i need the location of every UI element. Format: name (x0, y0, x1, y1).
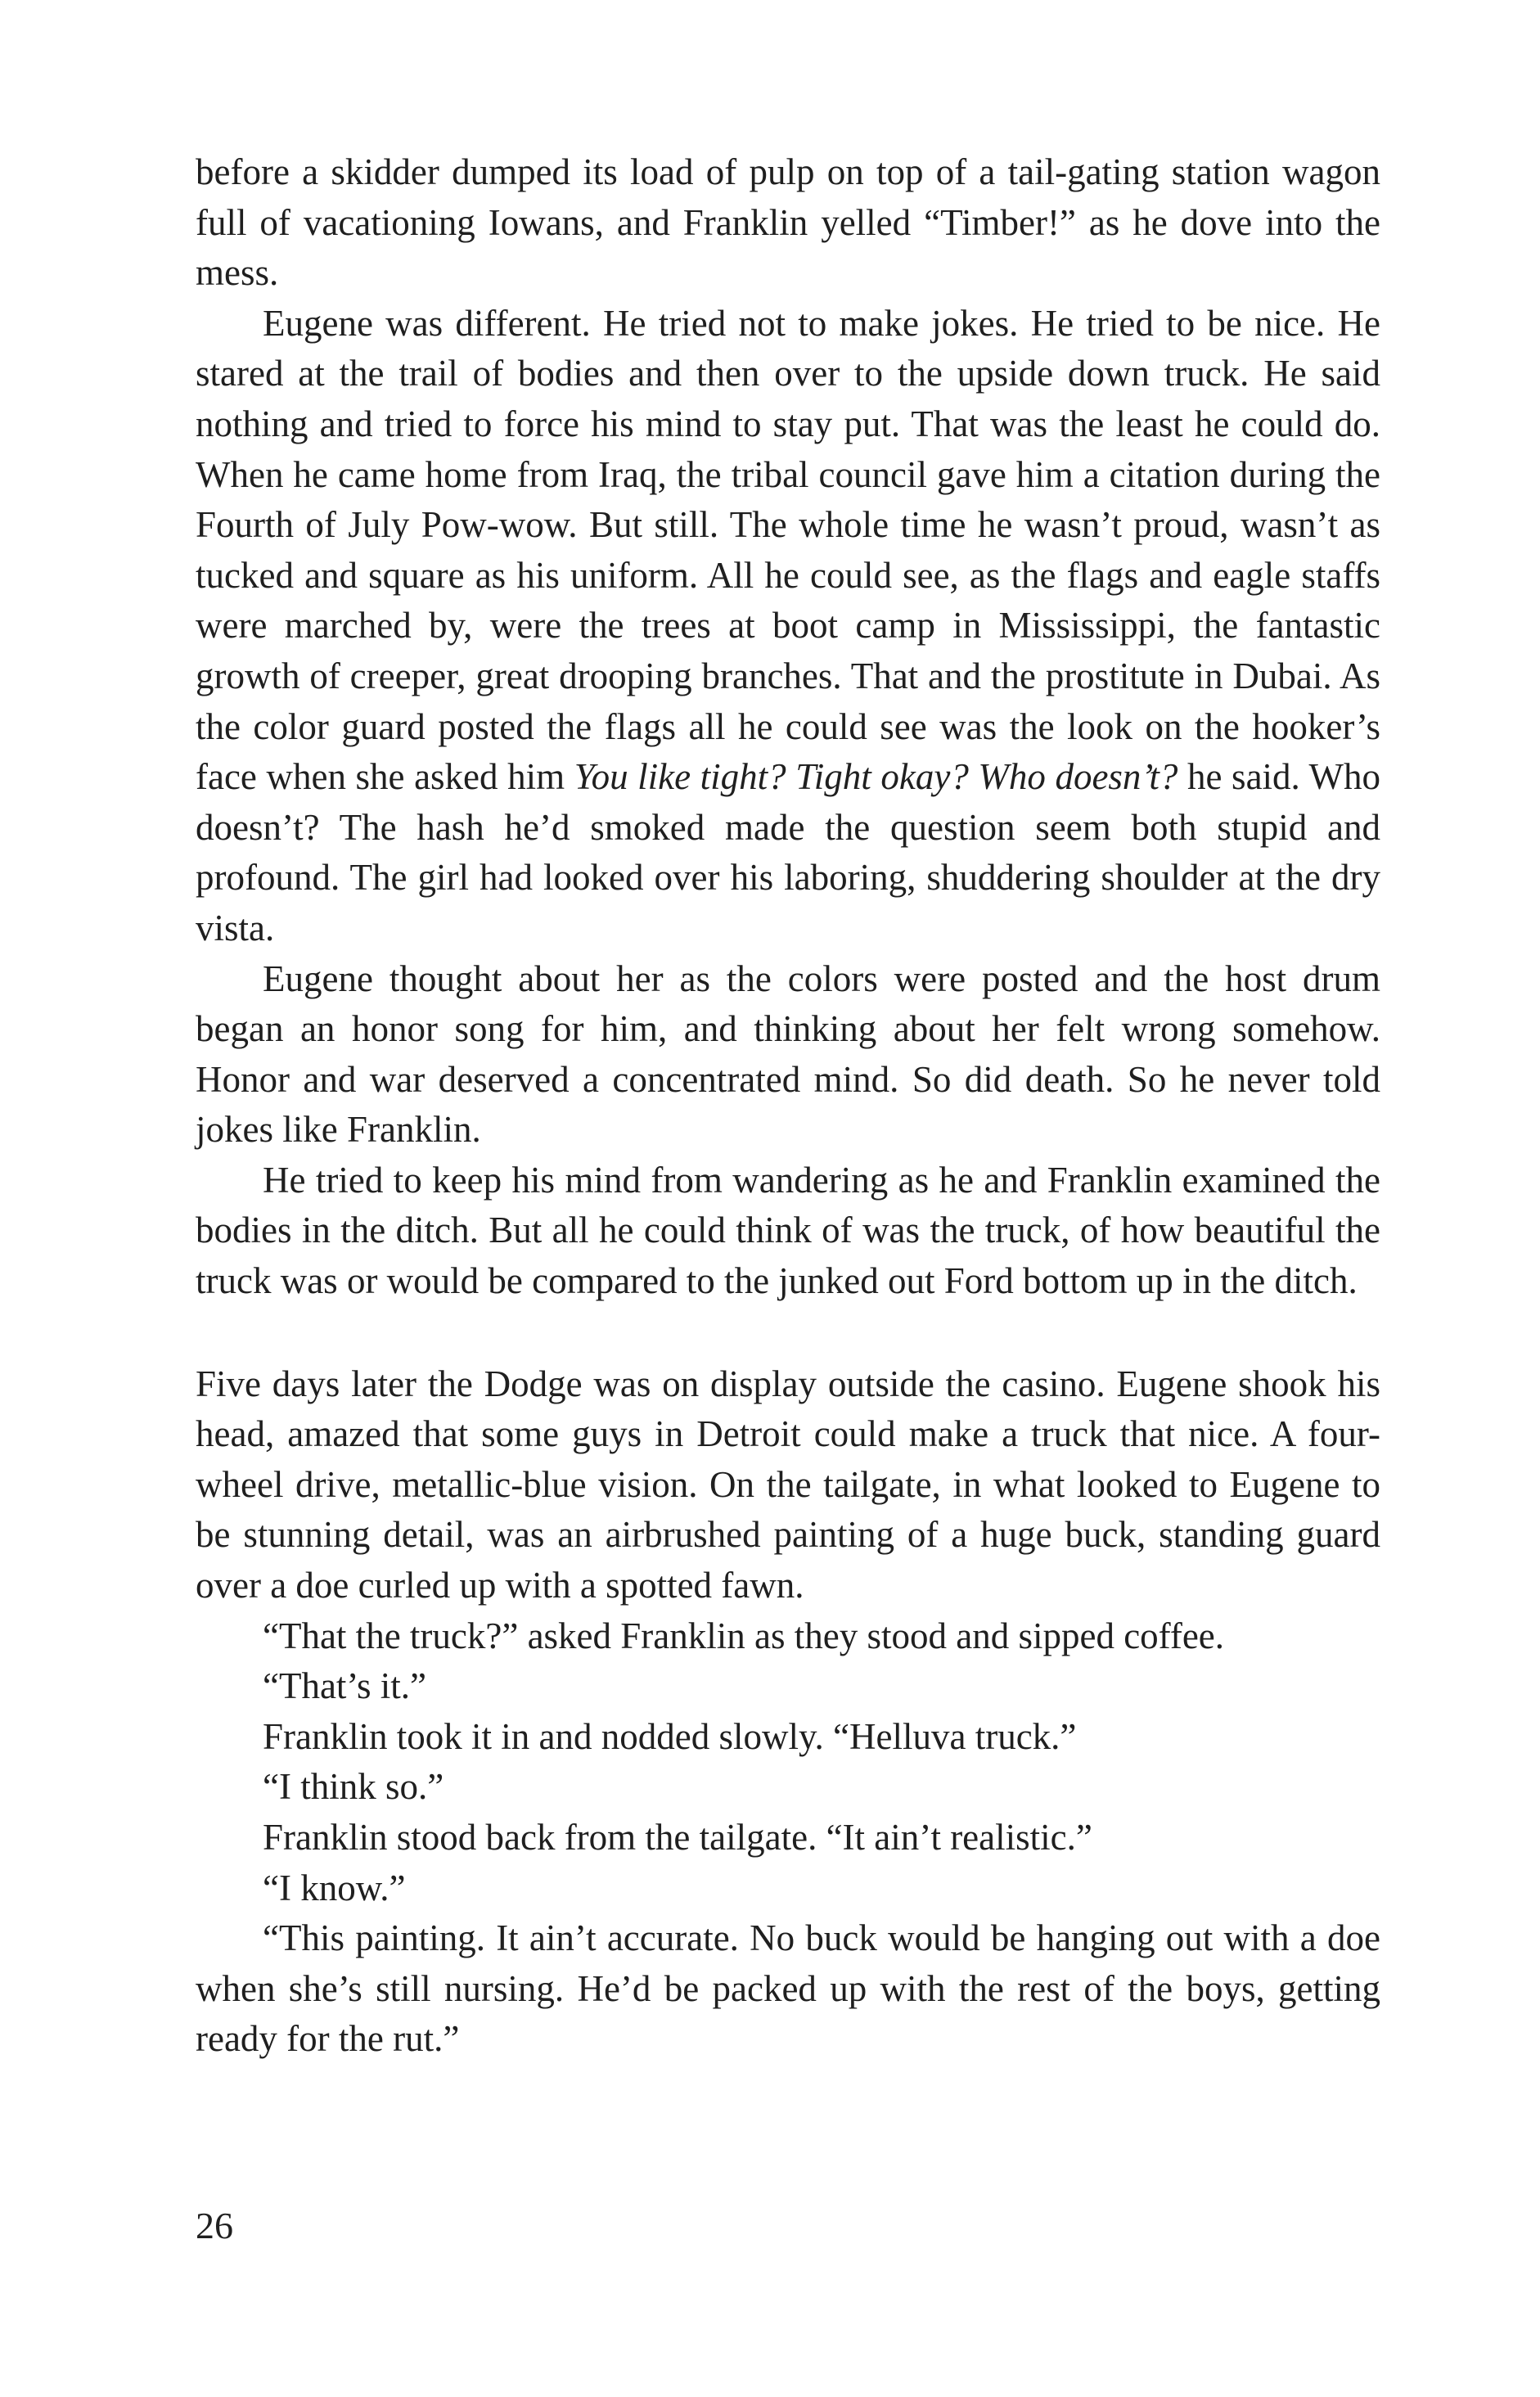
dialogue-line: “I think so.” (263, 1766, 444, 1808)
italic-dialogue: You like tight? Tight okay? Who doesn’t? (574, 756, 1178, 798)
dialogue-line: “That the truck?” asked Franklin as they stood and sipped coffee. (263, 1615, 1225, 1656)
paragraph-eugene-different (196, 299, 1380, 954)
body-text (196, 147, 1380, 2065)
paragraph-five-days-later: Five days later the Dodge was on display outside the casino. Eugene shook his head, amazed that some guys in Detroit could make a truck that nice. A four-wheel drive, metallic-blue vision. On the tailgate, in what looked to Eugene to be stunning detail, was an airbrushed painting of a huge buck, standing guard over a doe curled up with a spotted fawn. (196, 1363, 1380, 1606)
dialogue-painting: “This painting. It ain’t accurate. No buck would be hanging out with a doe when she’s still nursing. He’d be packed up with the rest of the boys, getting ready for the rut.” (196, 1917, 1380, 2060)
paragraph-honor-song: Eugene thought about her as the colors were posted and the host drum began an honor song for him, and thinking about her felt wrong somehow. Honor and war deserved a concentrated mind. So did death. So he never told jokes like Franklin. (196, 957, 1380, 1151)
dialogue-line: Franklin stood back from the tailgate. “It ain’t realistic.” (263, 1817, 1092, 1858)
paragraph-text: Eugene was different. He tried not to make jokes. He tried to be nice. He stared at the trail of bodies and then over to the upside down truck. He said nothing and tried to force his mind to stay put. That was the least he could do. When he came home from Iraq, the tribal council gave him a citation during the Fourth of July Pow-wow. But still. The whole time he wasn’t proud, wasn’t as tucked and square as his uniform. All he could see, as the flags and eagle staffs were marched by, were the trees at boot camp in Mississippi, the fantastic growth of creeper, great drooping branches. That and the prostitute in Dubai. As the color guard posted the flags all he could see was the look on the hooker’s face when she asked him (196, 302, 1380, 798)
section-break (196, 1307, 1380, 1359)
paragraph-continued: before a skidder dumped its load of pulp on top of a tail-gating station wagon full of vacationing Iowans, and Franklin yelled “Timber!” as he dove into the mess. (196, 151, 1380, 294)
dialogue-line: Franklin took it in and nodded slowly. “Helluva truck.” (263, 1715, 1077, 1757)
paragraph-text-continued: he said. Who doesn’t? The hash he’d smoked made the question seem both stupid and profound. The girl had looked over his laboring, shuddering shoulder at the dry vista. (196, 756, 1381, 948)
paragraph-bodies-ditch: He tried to keep his mind from wandering as he and Franklin examined the bodies in the ditch. But all he could think of was the truck, of how beautiful the truck was or would be compared to the junked out Ford bottom up in the ditch. (196, 1159, 1380, 1302)
page-number: 26 (196, 2205, 233, 2246)
dialogue-line: “That’s it.” (263, 1665, 426, 1707)
dialogue-line: “I know.” (263, 1867, 406, 1908)
